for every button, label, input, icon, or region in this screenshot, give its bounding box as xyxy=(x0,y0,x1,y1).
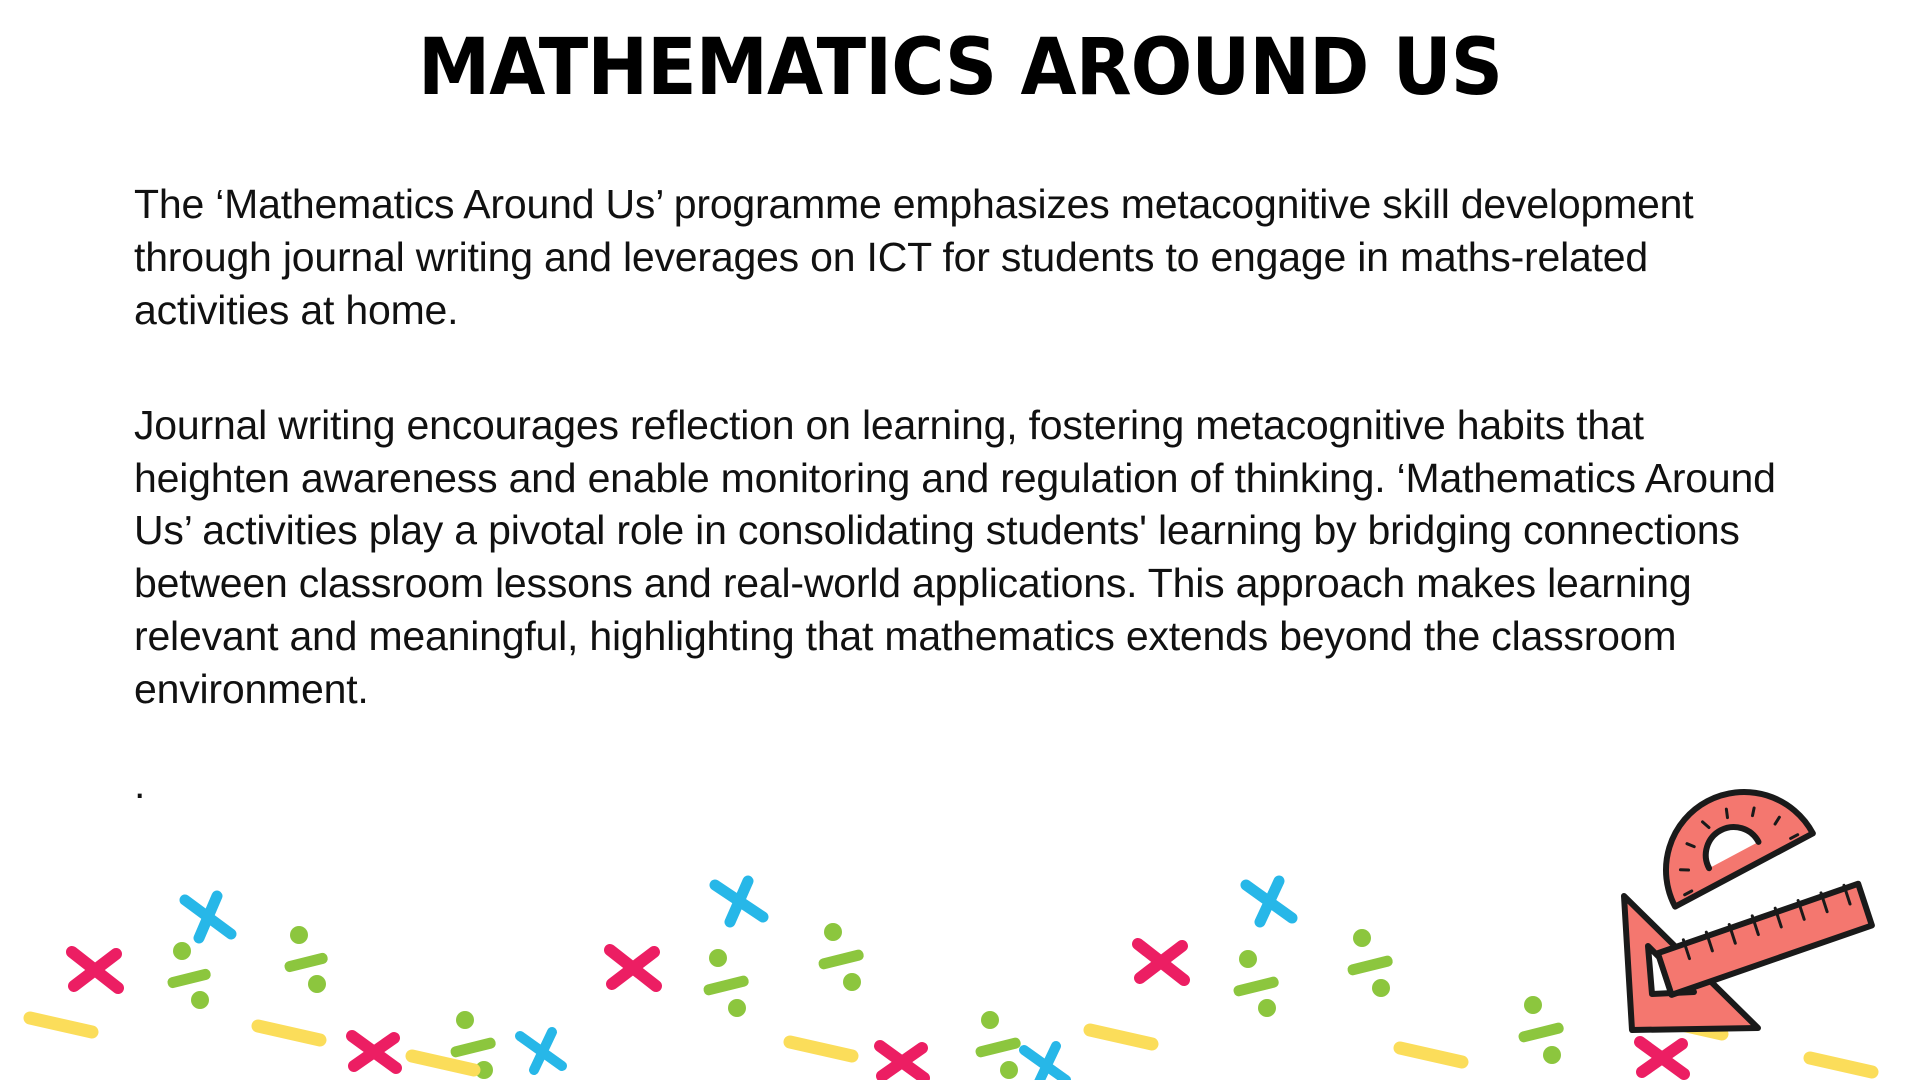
page-title: MATHEMATICS AROUND US xyxy=(417,23,1503,113)
ruler-and-protractor-illustration-icon xyxy=(1602,778,1902,1068)
body-paragraph-3: . xyxy=(134,760,146,807)
math-symbols-confetti-icon xyxy=(0,860,1920,1080)
slide-body xyxy=(134,178,1774,805)
body-paragraph-1: The ‘Mathematics Around Us’ programme emphasizes metacognitive skill development through journal writing and leverages on ICT for students to engage in maths-related activities at home. xyxy=(134,181,1694,333)
body-paragraph-2: Journal writing encourages reflection on learning, fostering metacognitive habits that heighten awareness and enable monitoring and regulation of thinking. ‘Mathematics Around Us’ activities play a pivotal role in consolidating students' learning by bridging connections between classroom lessons and real-world applications. This approach makes learning relevant and meaningful, highlighting that mathematics extends beyond the classroom environment. xyxy=(134,401,1776,712)
